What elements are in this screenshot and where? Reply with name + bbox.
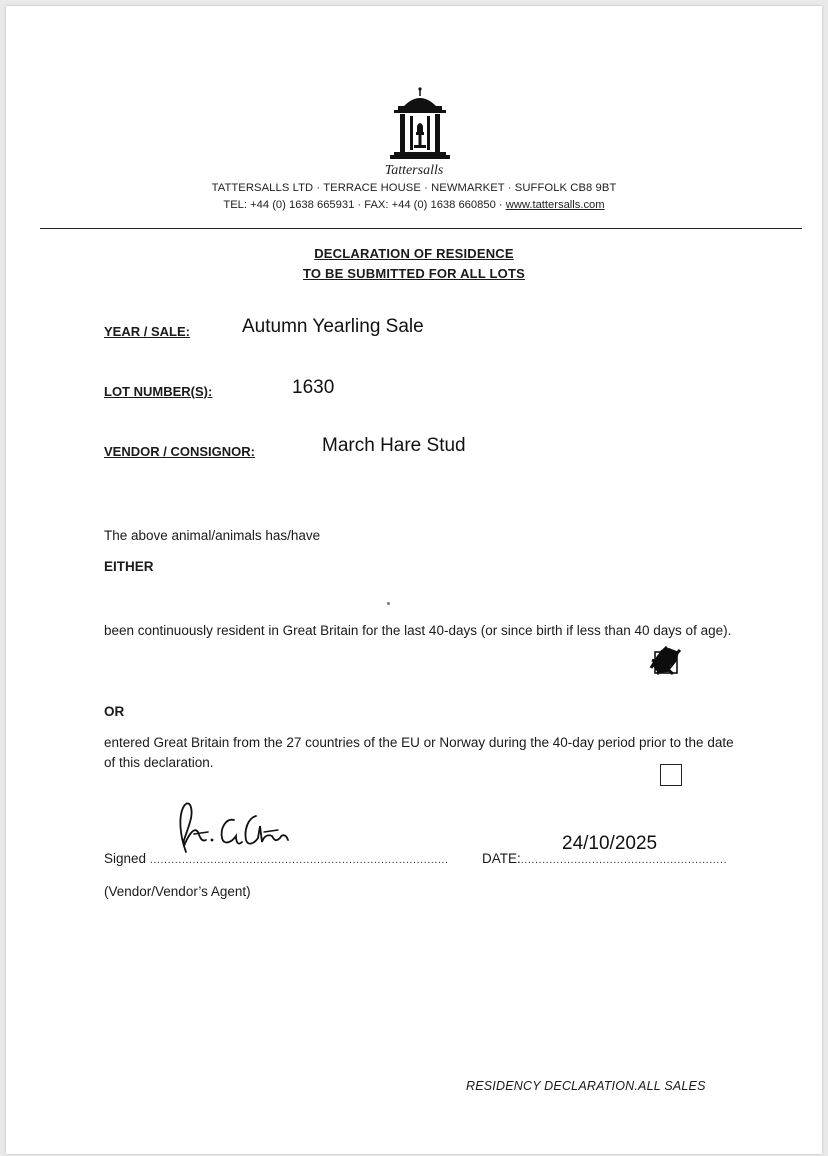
vendor-agent-note: (Vendor/Vendor’s Agent) (104, 884, 251, 899)
speck-mark (387, 602, 390, 605)
scribbled-checkbox-icon[interactable] (649, 644, 683, 676)
lot-numbers-label: LOT NUMBER(S): (104, 384, 213, 399)
signature (172, 796, 308, 858)
date-label: DATE: (482, 851, 521, 866)
document-title: DECLARATION OF RESIDENCE (314, 246, 514, 261)
signed-line (104, 851, 449, 866)
date-value[interactable]: 24/10/2025 (562, 833, 658, 854)
declaration-page (6, 6, 822, 1154)
date-dotted-line[interactable]: .......................................................... (520, 854, 728, 866)
statement-intro: The above animal/animals has/have (104, 528, 321, 543)
signed-label: Signed (104, 851, 147, 866)
header-divider (40, 228, 802, 229)
vendor-label: VENDOR / CONSIGNOR: (104, 444, 255, 459)
brand-name: Tattersalls (384, 163, 444, 178)
company-address: TATTERSALLS LTD · TERRACE HOUSE · NEWMARKET · SUFFOLK CB8 9BT (211, 182, 617, 194)
year-sale-value[interactable]: Autumn Yearling Sale (242, 316, 424, 337)
company-contact (6, 199, 822, 211)
empty-checkbox-icon[interactable] (660, 764, 682, 786)
vendor-value[interactable]: March Hare Stud (322, 435, 466, 456)
date-line (482, 851, 727, 866)
option1-text: been continuously resident in Great Britain for the last 40-days (or since birth if less than 40 days of age). (104, 623, 732, 638)
document-subtitle: TO BE SUBMITTED FOR ALL LOTS (302, 266, 526, 281)
company-website-link[interactable]: www.tattersalls.com (505, 199, 605, 211)
option2-text: entered Great Britain from the 27 countries of the EU or Norway during the 40-day period prior to the date of this declaration. (104, 735, 734, 770)
either-heading: EITHER (104, 559, 154, 574)
lot-numbers-value[interactable]: 1630 (292, 377, 335, 398)
year-sale-label: YEAR / SALE: (104, 324, 190, 339)
signed-dotted-line[interactable]: .................................................................................... (149, 854, 449, 866)
footer-text: RESIDENCY DECLARATION.ALL SALES (466, 1079, 706, 1093)
or-heading: OR (104, 704, 125, 719)
tattersalls-logo (384, 86, 456, 172)
contact-phone-fax: TEL: +44 (0) 1638 665931 · FAX: +44 (0) 1638 660850 · (223, 199, 506, 211)
